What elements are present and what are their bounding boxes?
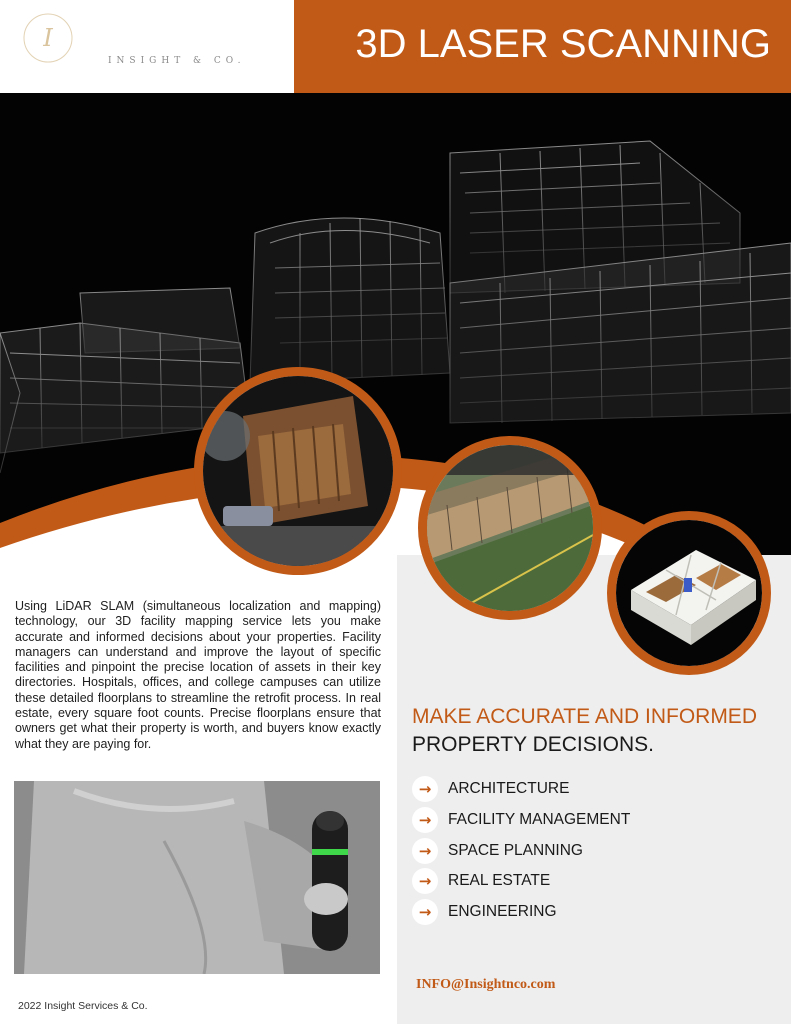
service-label: ENGINEERING (448, 903, 557, 921)
handheld-scanner-photo (14, 781, 380, 974)
page-title: 3D LASER SCANNING (355, 22, 771, 66)
list-item (412, 835, 630, 866)
footer-copyright: 2022 Insight Services & Co. (18, 1000, 148, 1012)
arrow-right-icon: → (412, 838, 438, 864)
service-label: ARCHITECTURE (448, 780, 570, 798)
service-label: SPACE PLANNING (448, 841, 583, 859)
arrow-right-icon: → (412, 868, 438, 894)
service-label: REAL ESTATE (448, 872, 551, 890)
tagline-line-1: MAKE ACCURATE AND INFORMED (412, 705, 757, 728)
tagline-line-2: PROPERTY DECISIONS. (412, 733, 654, 756)
arrow-right-icon: → (412, 899, 438, 925)
arrow-right-icon: → (412, 807, 438, 833)
list-item (412, 774, 630, 805)
list-item (412, 805, 630, 836)
aerial-scan-photo (418, 436, 602, 620)
brand-name: INSIGHT & CO. (108, 56, 246, 66)
description-paragraph: Using LiDAR SLAM (simultaneous localization and mapping) technology, our 3D facility mapping service lets you make accurate and informed decisions about your properties. Facility managers can understand and improve the layout of specific facilities and pinpoint the precise location of assets in their key directories. Hospitals, offices, and college campuses can utilize these detailed floorplans to streamline the retrofit process. In real estate, every square foot counts. Precise floorplans ensure that owners get what their property is worth, and buyers know exactly what they are paying for. (15, 599, 381, 751)
logo-letter: I (43, 24, 53, 52)
header-brand-area (0, 0, 294, 93)
services-list (412, 774, 630, 927)
arrow-right-icon: → (412, 776, 438, 802)
list-item (412, 866, 630, 897)
logo-icon (22, 12, 74, 64)
list-item (412, 897, 630, 928)
service-label: FACILITY MANAGEMENT (448, 811, 631, 829)
contact-email[interactable]: INFO@Insightnco.com (416, 977, 556, 992)
building-scan-photo (194, 367, 402, 575)
header-title-bar (294, 0, 791, 93)
floorplan-3d-photo (607, 511, 771, 675)
